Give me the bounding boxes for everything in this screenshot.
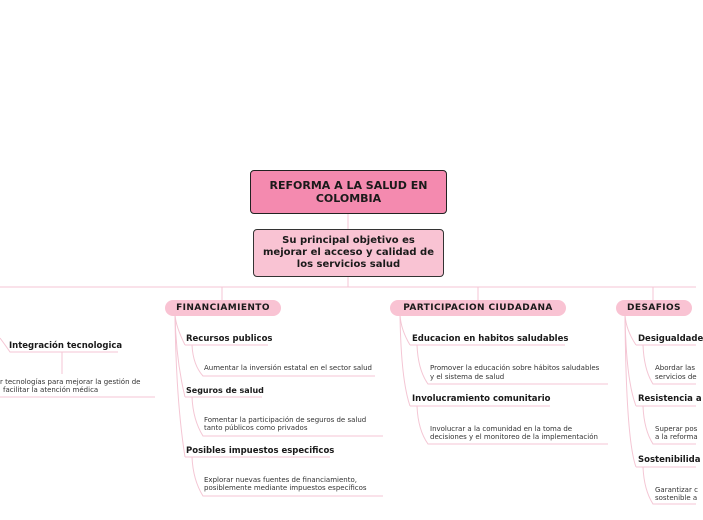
leaf-seguros-line1: Fomentar la participación de seguros de salud <box>204 416 367 424</box>
leaf-educacion-line2: y el sistema de salud <box>430 373 505 381</box>
branch-financiamiento-title: FINANCIAMIENTO <box>176 303 270 313</box>
leaf-integracion-line2: facilitar la atención médica <box>3 386 99 394</box>
objective-text: Su principal objetivo es mejorar el acceso y calidad de los servicios salud <box>263 235 434 270</box>
topic-posibles-impuestos[interactable]: Posibles impuestos especificos <box>186 446 335 456</box>
leaf-resistencia-line2: a la reforma <box>655 433 698 441</box>
leaf-recursos-publicos: Aumentar la inversión estatal en el sector salud <box>204 364 372 372</box>
leaf-seguros-line2: tanto públicos como privados <box>204 424 308 432</box>
branch-financiamiento[interactable] <box>165 300 281 316</box>
topic-integracion[interactable]: Integración tecnologica <box>9 341 123 351</box>
leaf-involucramiento-line1: Involucrar a la comunidad en la toma de <box>430 425 573 433</box>
topic-seguros-de-salud[interactable]: Seguros de salud <box>186 386 264 395</box>
topic-recursos-publicos[interactable]: Recursos publicos <box>186 334 273 344</box>
leaf-sostenibilidad-line1: Garantizar c <box>655 486 698 494</box>
leaf-resistencia-line1: Superar pos <box>655 425 698 433</box>
topic-involucramiento[interactable]: Involucramiento comunitario <box>412 394 551 404</box>
topic-desigualdades[interactable]: Desigualdade <box>638 334 703 344</box>
leaf-desigualdades-line2: servicios de <box>655 373 697 381</box>
branch-desafios[interactable] <box>616 300 692 316</box>
branch-desafios-title: DESAFIOS <box>627 303 681 313</box>
objective-node[interactable] <box>253 229 444 277</box>
leaf-desigualdades-line1: Abordar las <box>655 364 695 372</box>
topic-educacion-habitos[interactable]: Educacion en habitos saludables <box>412 334 569 344</box>
leaf-impuestos-line1: Explorar nuevas fuentes de financiamiento, <box>204 476 357 484</box>
leaf-educacion-line1: Promover la educación sobre hábitos saludables <box>430 364 600 372</box>
topic-sostenibilidad[interactable]: Sostenibilida <box>638 455 701 465</box>
branch-participacion-ciudadana[interactable] <box>390 300 566 316</box>
leaf-impuestos-line2: posiblemente mediante impuestos específicos <box>204 484 367 492</box>
root-node[interactable] <box>250 170 447 214</box>
leaf-integracion-line1: r tecnologías para mejorar la gestión de <box>0 378 141 386</box>
leaf-involucramiento-line2: decisiones y el monitoreo de la implementación <box>430 433 598 441</box>
root-title: REFORMA A LA SALUD EN COLOMBIA <box>269 179 428 205</box>
leaf-sostenibilidad-line2: sostenible a <box>655 494 698 502</box>
branch-participacion-title: PARTICIPACION CIUDADANA <box>403 303 553 313</box>
topic-resistencia[interactable]: Resistencia a <box>638 394 702 404</box>
